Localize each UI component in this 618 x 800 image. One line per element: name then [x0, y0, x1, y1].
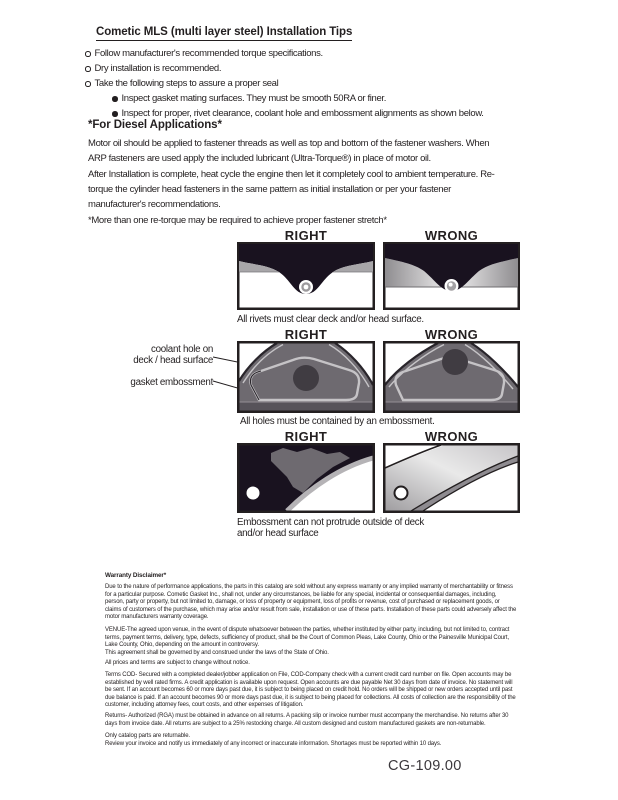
sub-bullet-item	[112, 91, 555, 106]
terms-paragraph: Terms COD- Secured with a completed dealer/jobber application on File, COD-Company check with a current credit card number on file. Open accounts may be established by well rated firms. A credit application is available upon request. Open accounts are due payable Net 30 days from date of invoice. No statement will be sent. If an account becomes 60 or more days past due, it is subject to being placed on credit hold. No orders will be shipped or new orders accepted until past due balance is paid. If an account becomes 90 or more days past due, it is subject to being placed for collections. All costs of collection are the responsibility of the customer, including attorney fees, court costs, and other expenses of litigation.	[105, 672, 516, 709]
page-title: Cometic MLS (multi layer steel) Installation Tips	[96, 26, 352, 41]
row2-wrong-label: WRONG	[424, 327, 479, 342]
embossment-wrong-diagram	[383, 443, 520, 513]
bullet-text: Dry installation is recommended.	[94, 63, 222, 74]
row1-caption: All rivets must clear deck and/or head surface.	[237, 314, 424, 325]
warranty-paragraph: Due to the nature of performance applications, the parts in this catalog are sold without any express warranty or any implied warranty of merchantability or fitness for a particular purpose. Cometic Gasket Inc., shall not, under any circumstances, be liable for any special, incidental or consequential damages, including, person, party or property, but not limited to, damage, or loss of property or equipment, loss of profits or revenue, cost of purchased or replacement goods, or claims of customers of the purchase, which may arise and/or result from sale, installation or use of these parts. Installation of these parts could adversely affect the motor manufacturers warranty coverage.	[105, 584, 517, 621]
filled-bullet-icon	[112, 96, 118, 102]
catalog-text: Only catalog parts are returnable.	[105, 733, 190, 739]
filled-bullet-icon	[112, 111, 118, 117]
review-text: Review your invoice and notify us immediately of any incorrect or inaccurate information. Shortages must be reported within 10 days.	[105, 740, 442, 747]
coolant-hole-annotation	[103, 344, 213, 366]
bullet-item	[85, 61, 555, 76]
row1-right-label: RIGHT	[284, 228, 328, 243]
venue-text: VENUE-The agreed upon venue, in the event of dispute whatsoever between the parties, whether instituted by either party, including, but not limited to, contract terms, payment terms, delivery, type, defects, sufficiency of product, shall be the Court of Common Pleas, Lake County, Ohio or the Painesville Municipal Court, Lake County, Ohio, depending on the amount in controversy.	[105, 627, 510, 649]
bullet-item	[85, 76, 555, 91]
annotation-line: deck / head surface	[133, 355, 213, 366]
row2-right-label: RIGHT	[284, 327, 328, 342]
venue-paragraph	[105, 627, 517, 657]
gasket-embossment-annotation: gasket embossment	[130, 377, 213, 388]
open-bullet-icon	[85, 81, 91, 87]
bullet-text: Follow manufacturer's recommended torque specifications.	[94, 48, 323, 59]
diesel-paragraph-2: After Installation is complete, heat cycle the engine then let it completely cool to ambient temperature. Re-torque the cylinder head fasteners in the same pattern as initial installation or per your fastener manufacturer's recommendations.	[88, 169, 495, 210]
row1-wrong-label: WRONG	[424, 228, 479, 243]
caption-line: and/or head surface	[237, 528, 319, 539]
retorque-note: *More than one re-torque may be required to achieve proper fastener stretch*	[88, 215, 387, 226]
bullet-text: Inspect gasket mating surfaces. They must be smooth 50RA or finer.	[121, 93, 387, 104]
row2-caption: All holes must be contained by an embossment.	[240, 416, 435, 427]
caption-line: Embossment can not protrude outside of deck	[237, 517, 424, 528]
page-code: CG-109.00	[388, 758, 462, 774]
bullet-item	[85, 46, 555, 61]
open-bullet-icon	[85, 51, 91, 57]
rivet-right-diagram	[237, 242, 375, 310]
bullet-text: Take the following steps to assure a proper seal	[94, 78, 279, 89]
coolant-right-diagram	[237, 341, 375, 413]
rivet-wrong-diagram	[383, 242, 520, 310]
prices-paragraph: All prices and terms are subject to change without notice.	[105, 660, 250, 666]
open-bullet-icon	[85, 66, 91, 72]
annotation-line: coolant hole on	[151, 344, 213, 355]
returns-paragraph: Returns- Authorized (RGA) must be obtained in advance on all returns. A packing slip or invoice number must accompany the merchandise. No returns after 30 days from invoice date. All returns are subject to a 25% restocking charge. All custom designed and custom manufactured gaskets are non-returnable.	[105, 713, 509, 727]
bullet-text: Inspect for proper, rivet clearance, coolant hole and embossment alignments as shown below.	[121, 108, 484, 119]
diesel-paragraph-1: Motor oil should be applied to fastener threads as well as top and bottom of the fastener washers. When ARP fasteners are used apply the included lubricant (Ultra-Torque®) in place of motor oil.	[88, 138, 490, 164]
row3-caption	[237, 517, 537, 539]
coolant-wrong-diagram	[383, 341, 520, 413]
row3-right-label: RIGHT	[284, 429, 328, 444]
warranty-disclaimer-heading: Warranty Disclaimer*	[105, 572, 167, 579]
diesel-heading: *For Diesel Applications*	[88, 119, 222, 131]
embossment-right-diagram	[237, 443, 375, 513]
row3-wrong-label: WRONG	[424, 429, 479, 444]
governed-text: This agreement shall be governed by and construed under the laws of the State of Ohio.	[105, 649, 329, 656]
tip-bullet-list	[85, 46, 555, 121]
catalog-paragraph	[105, 733, 517, 748]
